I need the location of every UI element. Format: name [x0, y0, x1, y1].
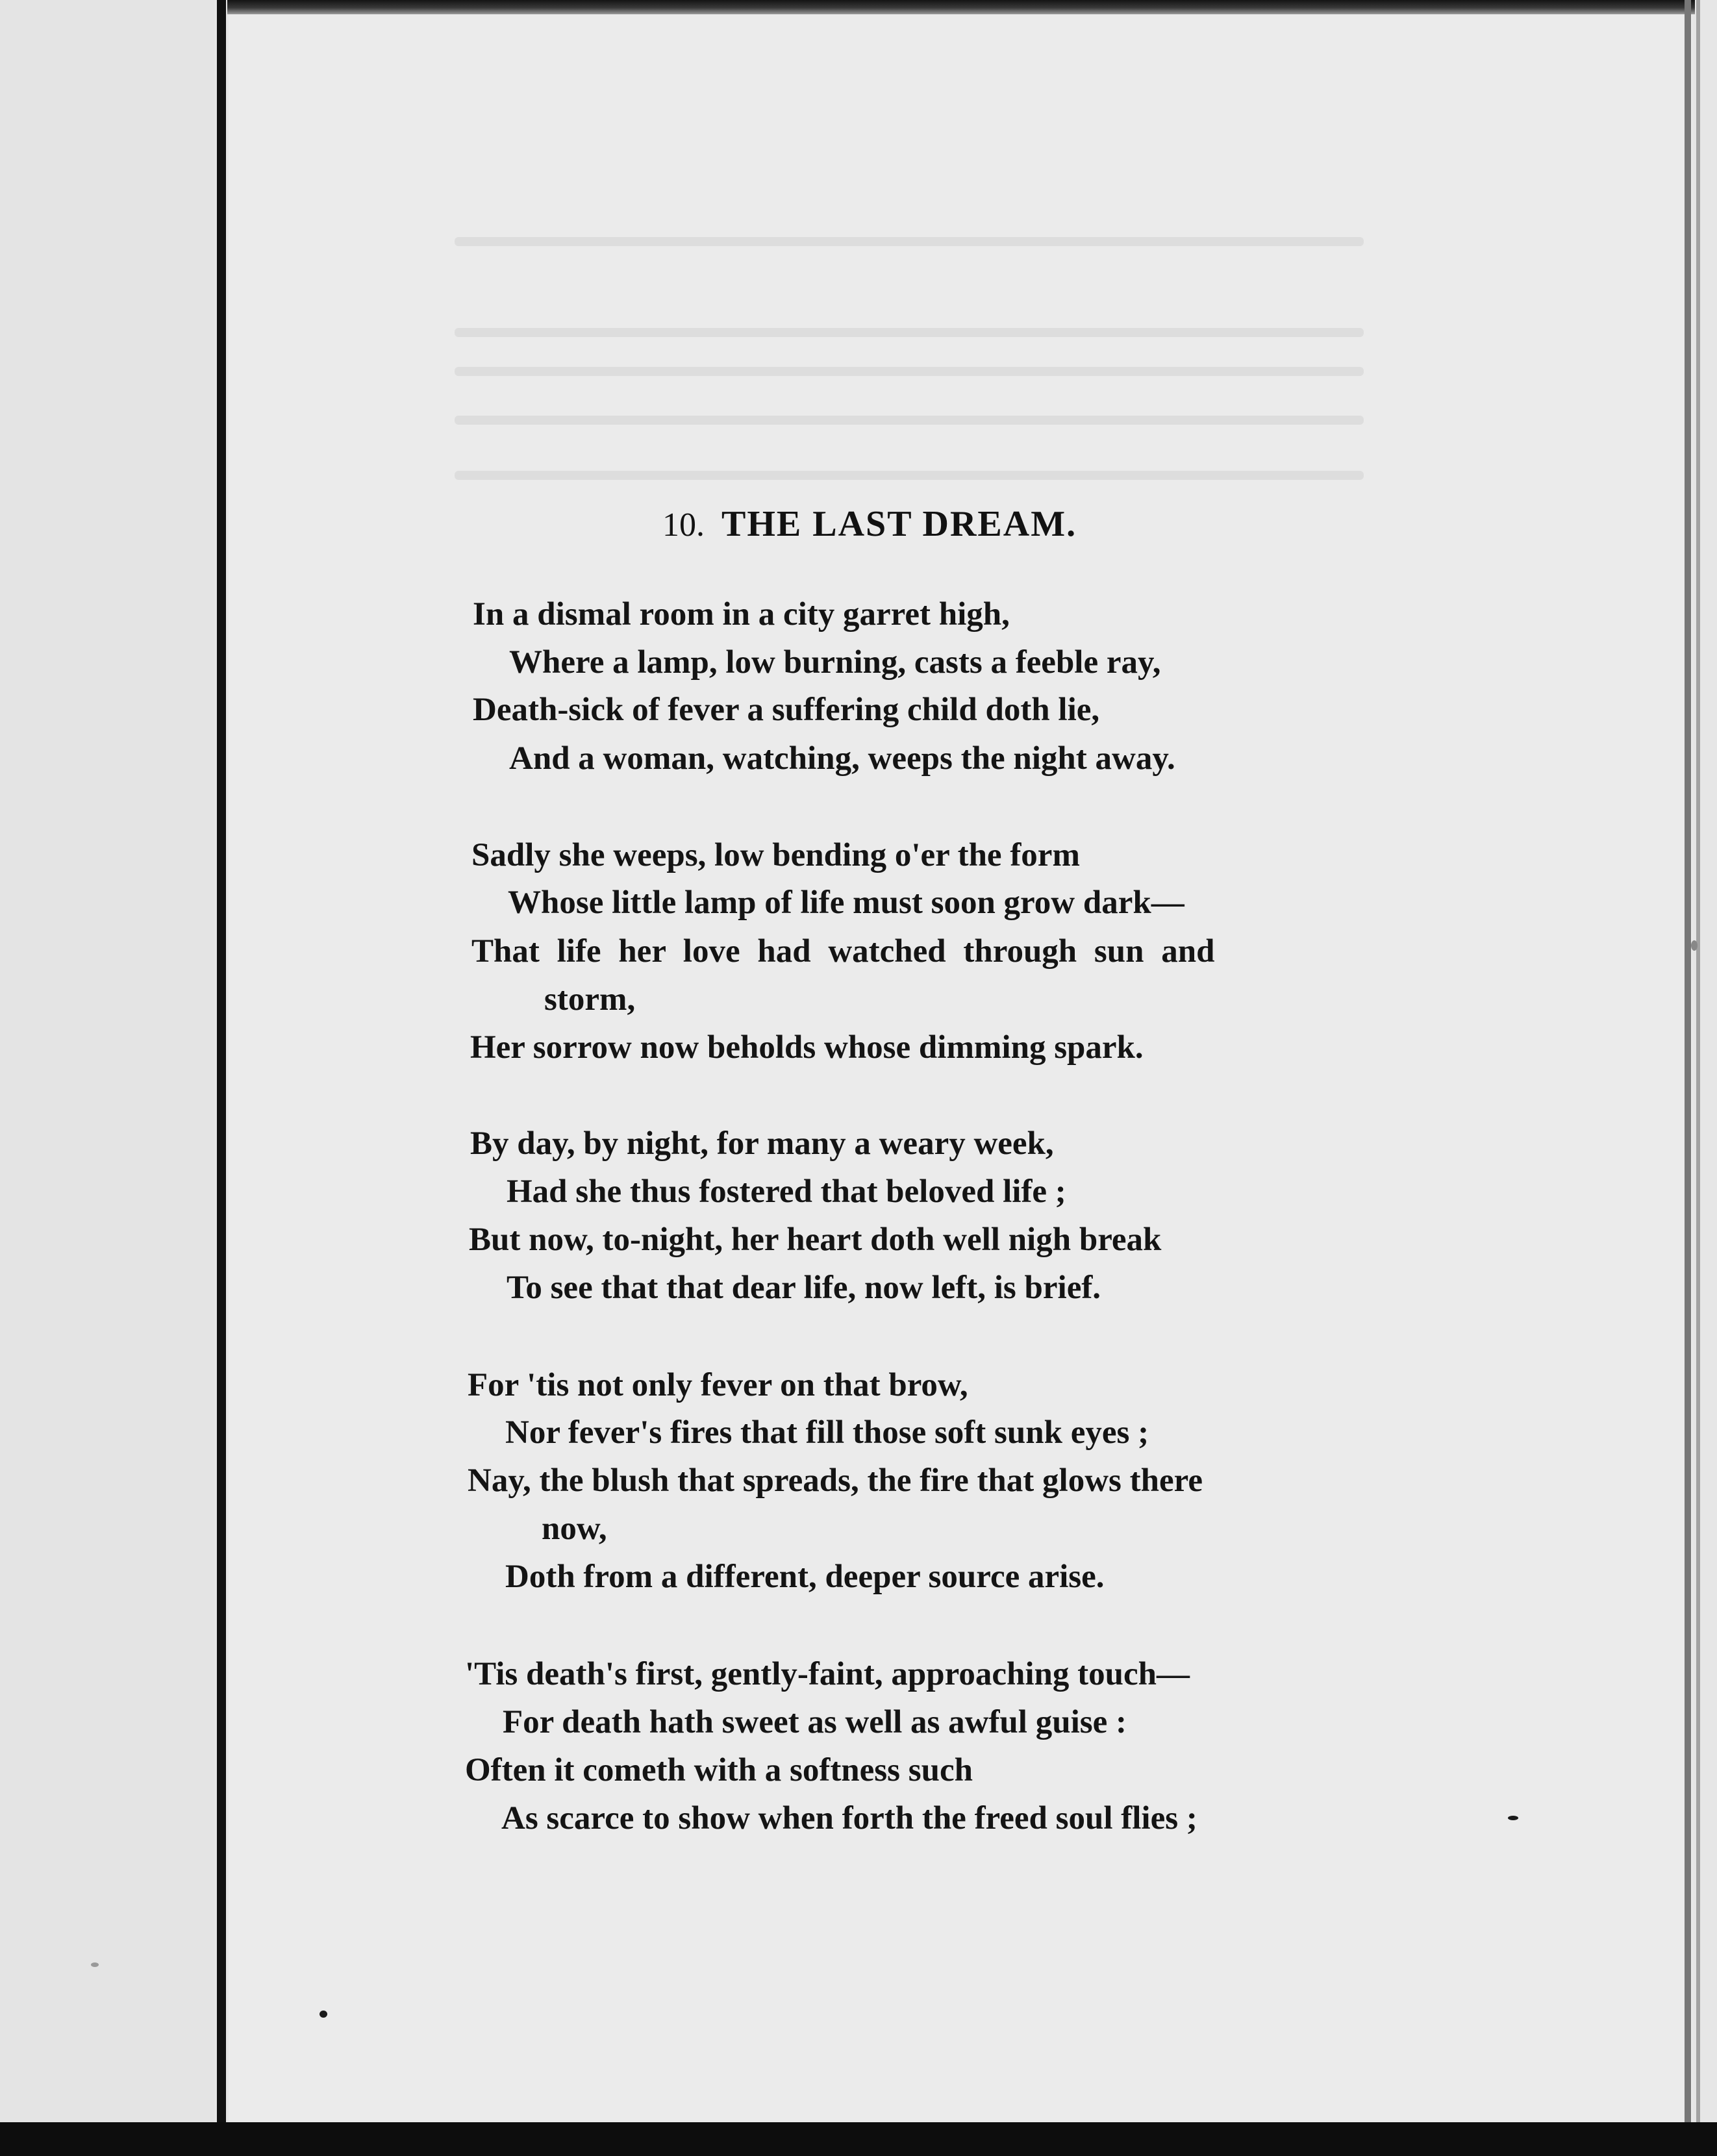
poem-line: now,: [542, 1510, 607, 1547]
poem-line: By day, by night, for many a weary week,: [470, 1125, 1054, 1162]
poem-line: And a woman, watching, weeps the night away.: [509, 740, 1175, 777]
poem-line: 'Tis death's first, gently-faint, approaching touch—: [465, 1656, 1190, 1692]
poem-line: storm,: [544, 981, 636, 1018]
poem-line: In a dismal room in a city garret high,: [473, 596, 1010, 633]
poem-line: As scarce to show when forth the freed soul flies ;: [501, 1800, 1197, 1836]
poem-line: Had she thus fostered that beloved life ;: [507, 1173, 1066, 1210]
poem-line: Sadly she weeps, low bending o'er the form: [471, 837, 1080, 873]
poem-line: That life her love had watched through sun and: [471, 933, 1215, 970]
poem-line: Death-sick of fever a suffering child doth lie,: [473, 692, 1100, 728]
poem-line: Often it cometh with a softness such: [465, 1752, 973, 1788]
poem-line: Nay, the blush that spreads, the fire that glows there: [468, 1462, 1203, 1499]
poem-line: To see that that dear life, now left, is brief.: [507, 1270, 1101, 1306]
poem-line: For 'tis not only fever on that brow,: [468, 1367, 968, 1403]
poem-line: Doth from a different, deeper source arise.: [505, 1559, 1105, 1595]
poem-line: Her sorrow now beholds whose dimming spark.: [470, 1029, 1144, 1066]
poem-line: Where a lamp, low burning, casts a feeble ray,: [509, 644, 1161, 681]
poem-line: For death hath sweet as well as awful guise :: [503, 1704, 1127, 1740]
poem-number: 10.: [662, 507, 705, 544]
poem-title: THE LAST DREAM.: [721, 504, 1077, 544]
poem-line: Whose little lamp of life must soon grow dark—: [508, 884, 1184, 921]
poem-line: But now, to-night, her heart doth well nigh break: [469, 1222, 1162, 1258]
poem-line: Nor fever's fires that fill those soft sunk eyes ;: [505, 1414, 1149, 1451]
